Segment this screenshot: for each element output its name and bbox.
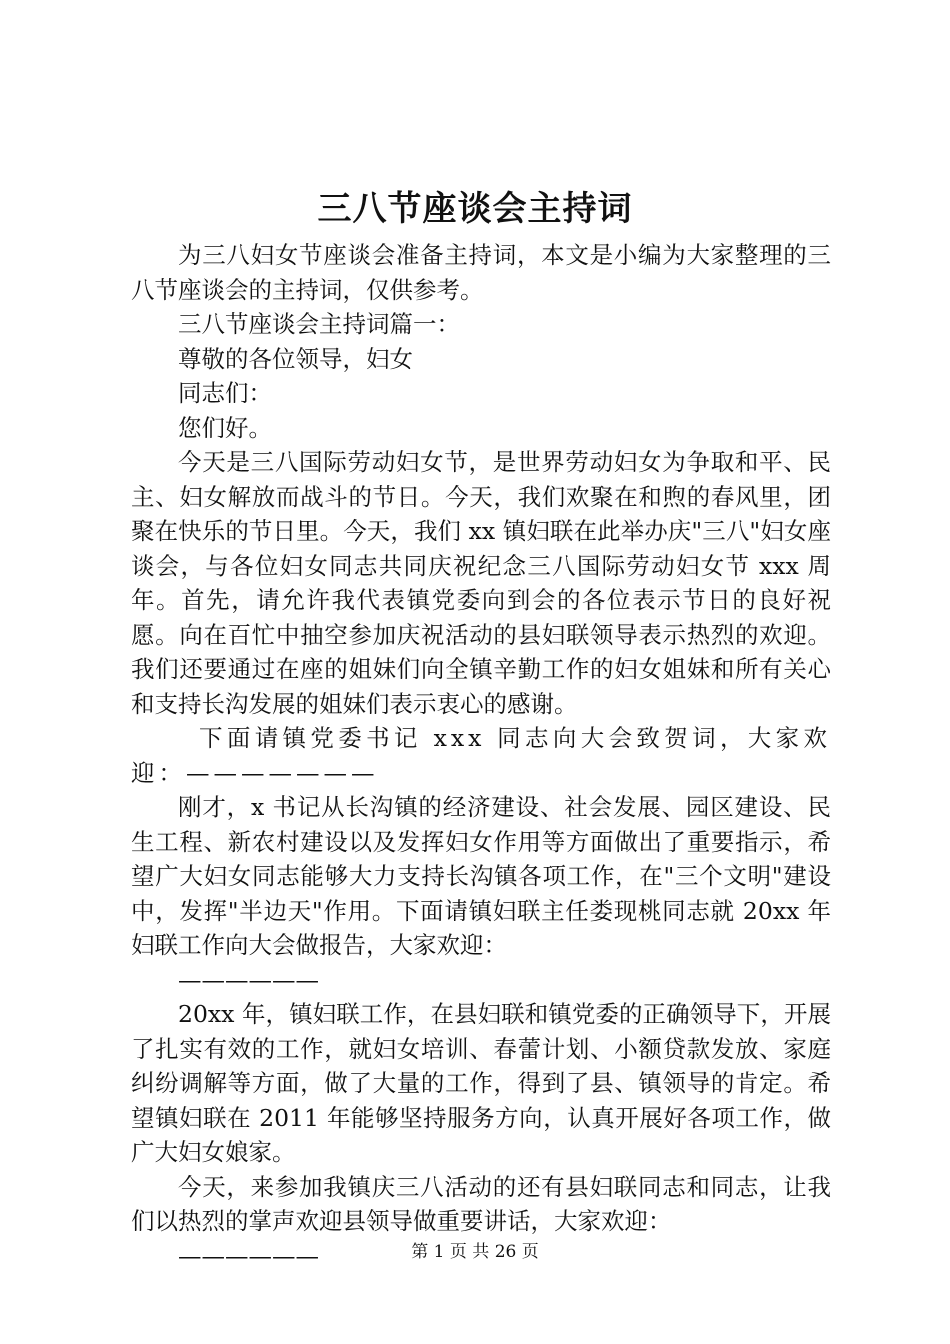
document-body xyxy=(131,238,831,1273)
paragraph-section-heading: 三八节座谈会主持词篇一： xyxy=(178,310,460,338)
paragraph-invite-secretary: 下面请镇党委书记 xxx 同志向大会致贺词，大家欢迎：——————— xyxy=(131,724,831,787)
paragraph-intro: 为三八妇女节座谈会准备主持词，本文是小编为大家整理的三八节座谈会的主持词，仅供参考。 xyxy=(131,241,831,304)
paragraph-salutation-2: 同志们： xyxy=(178,379,272,407)
dash-separator: —————— xyxy=(178,1241,319,1270)
document-title: 三八节座谈会主持词 xyxy=(317,189,633,229)
paragraph-invite-county-leader: 今天，来参加我镇庆三八活动的还有县妇联同志和同志，让我们以热烈的掌声欢迎县领导做重要讲话，大家欢迎： xyxy=(131,1172,831,1235)
dash-separator: —————— xyxy=(178,965,319,994)
paragraph-salutation: 尊敬的各位领导，妇女 xyxy=(178,344,413,373)
paragraph-work-report: 20xx 年，镇妇联工作，在县妇联和镇党委的正确领导下，开展了扎实有效的工作，就妇女培训、春蕾计划、小额贷款发放、家庭纠纷调解等方面，做了大量的工作，得到了县、镇领导的肯定。希望镇妇联在 2011 年能够坚持服务方向，认真开展好各项工作，做广大妇女娘家。 xyxy=(131,1000,831,1166)
paragraph-greeting: 您们好。 xyxy=(178,413,272,442)
page-number-footer: 第 1 页 共 26 页 xyxy=(411,1242,539,1262)
paragraph-after-secretary: 刚才，x 书记从长沟镇的经济建设、社会发展、园区建设、民生工程、新农村建设以及发挥妇女作用等方面做出了重要指示，希望广大妇女同志能够大力支持长沟镇各项工作，在"三个文明"建设中，发挥"半边天"作用。下面请镇妇联主任娄现桃同志就 20xx 年妇联工作向大会做报告，大家欢迎： xyxy=(131,793,831,959)
paragraph-opening-speech: 今天是三八国际劳动妇女节，是世界劳动妇女为争取和平、民主、妇女解放而战斗的节日。今天，我们欢聚在和煦的春风里，团聚在快乐的节日里。今天，我们 xx 镇妇联在此举办庆"三八"妇女座谈会，与各位妇女同志共同庆祝纪念三八国际劳动妇女节 xxx 周年。首先，请允许我代表镇党委向到会的各位表示节日的良好祝愿。向在百忙中抽空参加庆祝活动的县妇联领导表示热烈的欢迎。我们还要通过在座的姐妹们向全镇辛勤工作的妇女姐妹和所有关心和支持长沟发展的姐妹们表示衷心的感谢。 xyxy=(131,448,831,718)
